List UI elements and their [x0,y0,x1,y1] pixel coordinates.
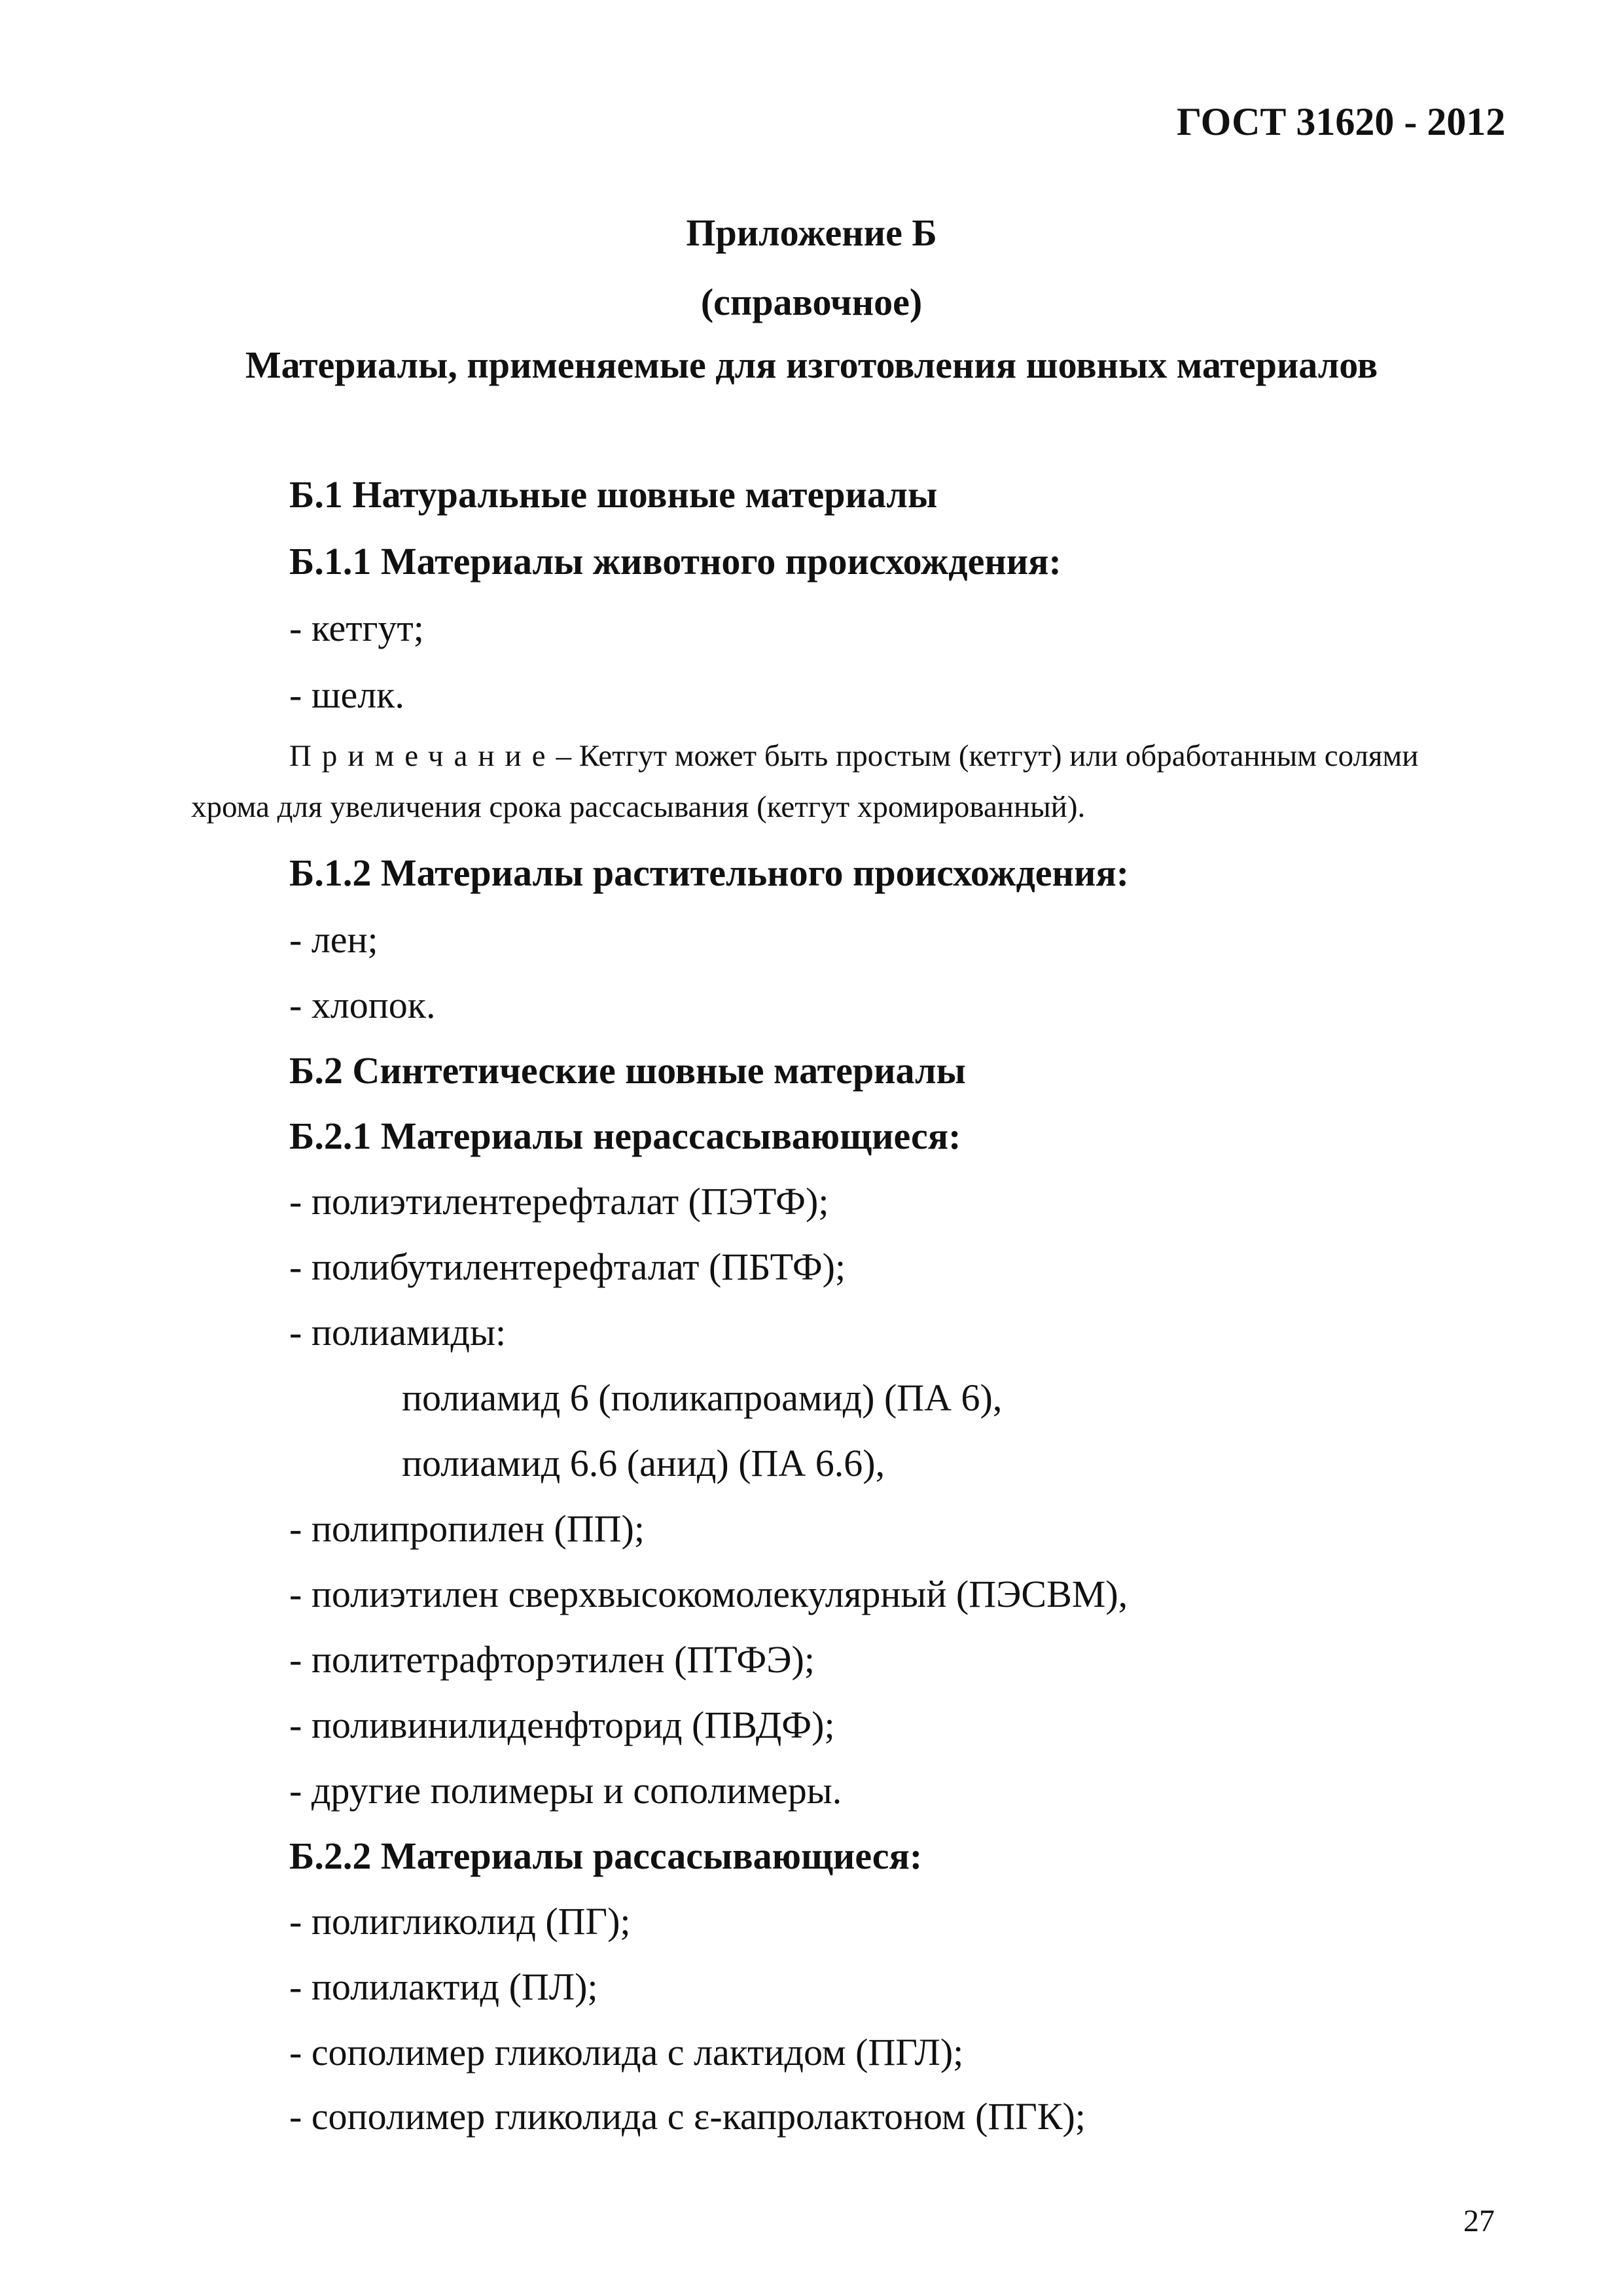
page-number: 27 [1463,2204,1495,2238]
document-id: ГОСТ 31620 - 2012 [1177,100,1506,143]
list-item: - лен; [289,918,378,961]
section-heading: Б.1 Натуральные шовные материалы [289,473,938,516]
subsection-heading: Б.1.1 Материалы животного происхождения: [289,540,1061,583]
list-item: - сополимер гликолида с лактидом (ПГЛ); [289,2031,964,2073]
subsection-heading: Б.1.2 Материалы растительного происхождения: [289,852,1130,894]
list-item: - полиэтилен сверхвысокомолекулярный (ПЭСВМ), [289,1573,1128,1615]
list-item: - полиамиды: [289,1311,507,1354]
note-text: – Кетгут может быть простым (кетгут) или обработанным солями [556,739,1419,773]
subsection-heading: Б.2.2 Материалы рассасывающиеся: [289,1835,923,1877]
list-item: - хлопок. [289,984,436,1026]
list-item: - полипропилен (ПП); [289,1507,645,1550]
list-subitem: полиамид 6.6 (анид) (ПА 6.6), [402,1442,885,1484]
subsection-heading: Б.2.1 Материалы нерассасывающиеся: [289,1115,961,1157]
list-item: - полилактид (ПЛ); [289,1965,598,2008]
list-item: - поливинилиденфторид (ПВДФ); [289,1704,835,1746]
list-item: - кетгут; [289,607,424,649]
annex-kind: (справочное) [700,281,923,323]
list-item: - полибутилентерефталат (ПБТФ); [289,1246,846,1288]
list-item: - политетрафторэтилен (ПТФЭ); [289,1638,815,1681]
list-item: - полиэтилентерефталат (ПЭТФ); [289,1180,829,1223]
list-item: - шелк. [289,673,404,716]
note-label: Примечание [289,739,556,773]
annex-title: Приложение Б [686,211,937,254]
annex-name: Материалы, применяемые для изготовления шовных материалов [245,344,1378,386]
note-line-2: хрома для увеличения срока рассасывания (кетгут хромированный). [191,790,1086,824]
list-item: - полигликолид (ПГ); [289,1900,631,1943]
section-heading: Б.2 Синтетические шовные материалы [289,1049,966,1092]
list-item: - сополимер гликолида с ε-капролактоном (ПГК); [289,2095,1086,2138]
list-subitem: полиамид 6 (поликапроамид) (ПА 6), [402,1376,1003,1419]
note-line-1 [289,738,1418,774]
list-item: - другие полимеры и сополимеры. [289,1769,842,1812]
